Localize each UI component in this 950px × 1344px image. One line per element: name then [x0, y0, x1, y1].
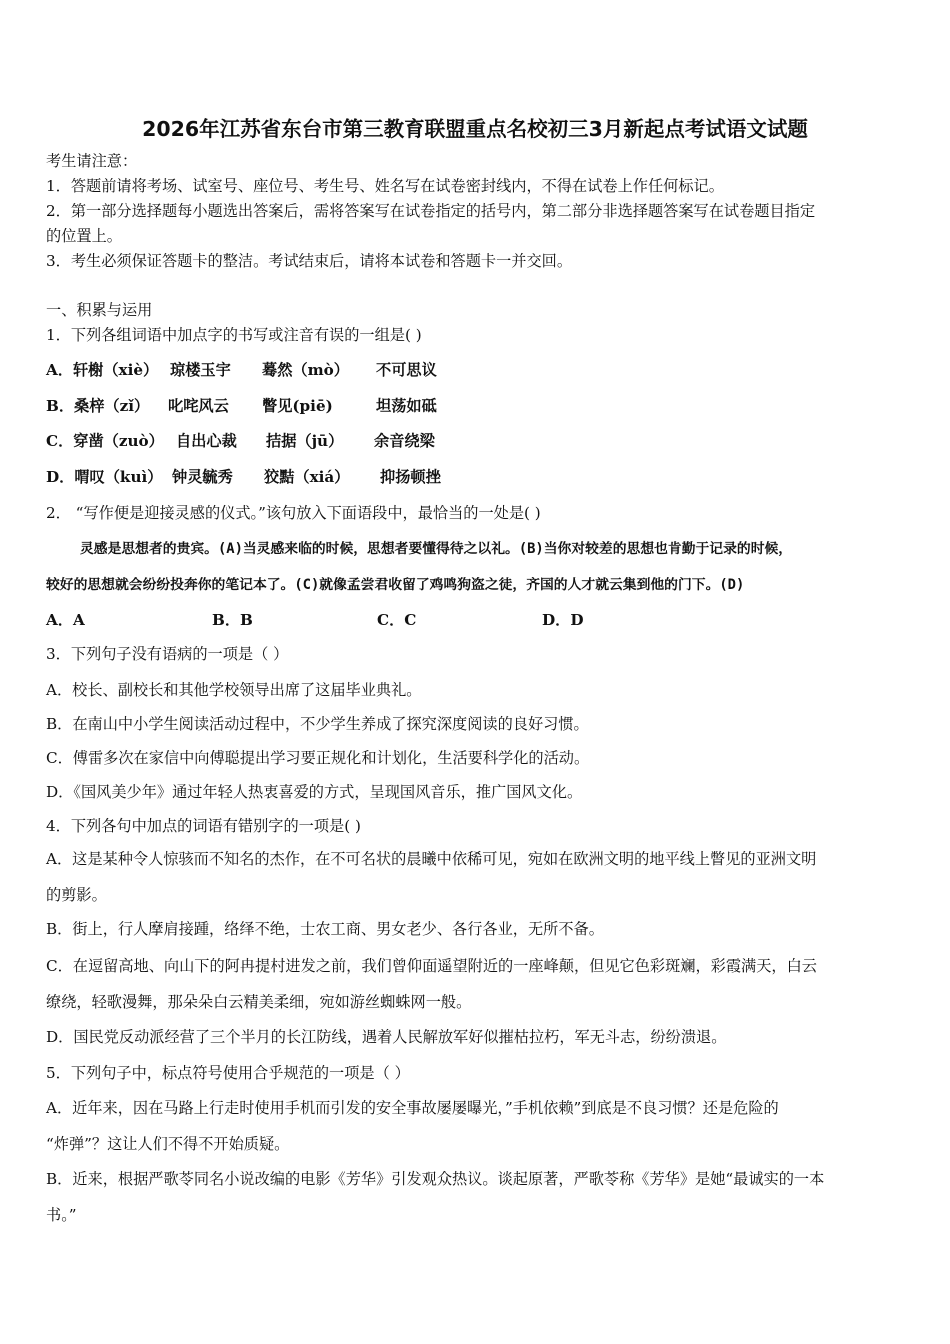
- q2-passage-line-1: 灵感是思想者的贵宾。(A)当灵感来临的时候，思想者要懂得待之以礼。(B)当你对较差的思想也肯勤于记录的时候，: [80, 541, 793, 557]
- q2-choice-b: B．B: [212, 611, 253, 629]
- q4-stem: 4．下列各句中加点的词语有错别字的一项是( ): [46, 817, 361, 835]
- q1-b-word-4: 坦荡如砥: [376, 397, 437, 415]
- q2-choice-a: A．A: [46, 611, 85, 629]
- notice-heading: 考生请注意：: [46, 152, 138, 170]
- q3-stem: 3．下列句子没有语病的一项是（ ）: [46, 645, 289, 663]
- q1-b-word-1: B．桑梓（zǐ）: [46, 397, 150, 415]
- q1-b-word-3: 瞥见(piē): [262, 397, 333, 415]
- q1-a-word-1: A．轩榭（xiè）: [46, 361, 159, 379]
- q1-c-word-1: C．穿凿（zuò）: [46, 432, 164, 450]
- q1-d-word-1: D．喟叹（kuì）: [46, 468, 163, 486]
- q5-option-a-cont: “炸弹”？这让人们不得不开始质疑。: [46, 1135, 290, 1153]
- q4-option-c-cont: 缭绕，轻歌漫舞，那朵朵白云精美柔细，宛如游丝蜘蛛网一般。: [46, 993, 472, 1011]
- q1-d-word-2: 钟灵毓秀: [172, 468, 233, 486]
- q5-option-a: A．近年来，因在马路上行走时使用手机而引发的安全事故屡屡曝光，”手机依赖”到底是不良习惯？还是危险的: [46, 1099, 779, 1117]
- q4-option-b: B．街上，行人摩肩接踵，络绎不绝，士农工商、男女老少、各行各业，无所不备。: [46, 920, 604, 938]
- q4-option-a: A．这是某种令人惊骇而不知名的杰作，在不可名状的晨曦中依稀可见，宛如在欧洲文明的地平线上瞥见的亚洲文明: [46, 850, 817, 868]
- notice-item-1: 1．答题前请将考场、试室号、座位号、考生号、姓名写在试卷密封线内，不得在试卷上作任何标记。: [46, 177, 724, 195]
- q3-option-c: C．傅雷多次在家信中向傅聪提出学习要正规化和计划化，生活要科学化的活动。: [46, 749, 590, 767]
- q1-b-word-2: 叱咤风云: [168, 397, 229, 415]
- q2-stem: 2． “写作便是迎接灵感的仪式。”该句放入下面语段中，最恰当的一处是( ): [46, 504, 541, 522]
- q1-d-word-4: 抑扬顿挫: [380, 468, 441, 486]
- q2-passage-line-2: 较好的思想就会纷纷投奔你的笔记本了。(C)就像孟尝君收留了鸡鸣狗盗之徒，齐国的人才就云集到他的门下。(D): [46, 577, 745, 593]
- q4-option-a-cont: 的剪影。: [46, 886, 107, 904]
- notice-item-3: 3．考生必须保证答题卡的整洁。考试结束后，请将本试卷和答题卡一并交回。: [46, 252, 573, 270]
- q3-option-a: A．校长、副校长和其他学校领导出席了这届毕业典礼。: [46, 681, 422, 699]
- q4-option-d: D．国民党反动派经营了三个半月的长江防线，遇着人民解放军好似摧枯拉朽，军无斗志，纷纷溃退。: [46, 1028, 727, 1046]
- section-heading: 一、积累与运用: [46, 301, 153, 319]
- q1-a-word-3: 蓦然（mò）: [262, 361, 349, 379]
- q2-choice-c: C．C: [377, 611, 417, 629]
- q1-c-word-4: 余音绕梁: [374, 432, 435, 450]
- q5-option-b-cont: 书。”: [46, 1206, 77, 1224]
- q1-d-word-3: 狡黠（xiá）: [264, 468, 350, 486]
- notice-item-2-cont: 的位置上。: [46, 227, 122, 245]
- q3-option-d: D．《国风美少年》通过年轻人热衷喜爱的方式，呈现国风音乐，推广国风文化。: [46, 783, 583, 801]
- q1-a-word-2: 琼楼玉宇: [170, 361, 231, 379]
- exam-title: 2026年江苏省东台市第三教育联盟重点名校初三3月新起点考试语文试题: [142, 117, 808, 141]
- q1-c-word-3: 拮据（jū）: [266, 432, 344, 450]
- q5-option-b: B．近来，根据严歌苓同名小说改编的电影《芳华》引发观众热议。谈起原著，严歌苓称《芳华》是她“最诚实的一本: [46, 1170, 825, 1188]
- q1-a-word-4: 不可思议: [376, 361, 437, 379]
- q3-option-b: B．在南山中小学生阅读活动过程中，不少学生养成了探究深度阅读的良好习惯。: [46, 715, 589, 733]
- q1-stem: 1．下列各组词语中加点字的书写或注音有误的一组是( ): [46, 326, 422, 344]
- q1-c-word-2: 自出心裁: [176, 432, 237, 450]
- notice-item-2: 2．第一部分选择题每小题选出答案后，需将答案写在试卷指定的括号内，第二部分非选择题答案写在试卷题目指定: [46, 202, 816, 220]
- q2-choice-d: D．D: [542, 611, 584, 629]
- q5-stem: 5．下列句子中，标点符号使用合乎规范的一项是（ ）: [46, 1064, 410, 1082]
- q4-option-c: C．在逗留高地、向山下的阿冉提村进发之前，我们曾仰面遥望附近的一座峰颠，但见它色彩斑斓，彩霞满天，白云: [46, 957, 817, 975]
